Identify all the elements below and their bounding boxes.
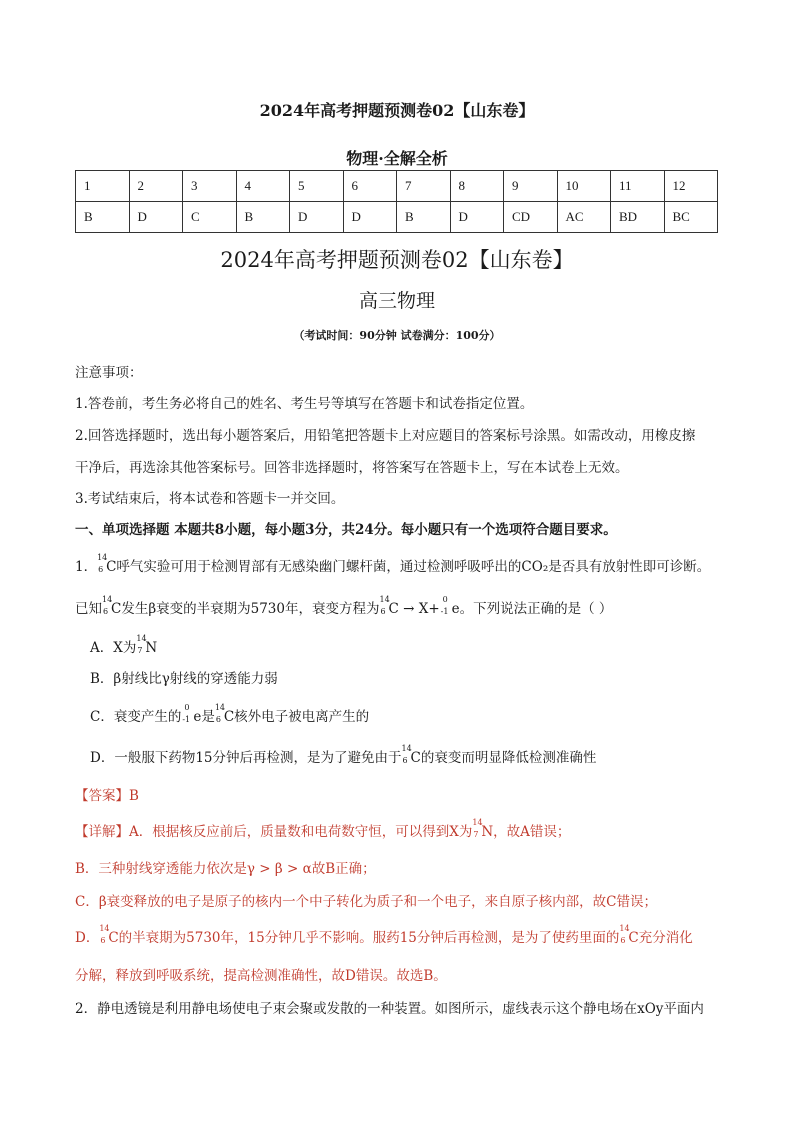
section-1-heading: 一、单项选择题 本题共8小题，每小题3分，共24分。每小题只有一个选项符合题目要求。 xyxy=(75,522,617,538)
header-title: 2024年高考押题预测卷02【山东卷】 xyxy=(259,101,535,120)
electron-nuclide: 0 -1 xyxy=(440,594,449,616)
note-1: 1.答卷前，考生务必将自己的姓名、考生号等填写在答题卡和试卷指定位置。 xyxy=(75,396,534,412)
answer-table-answer-cell: CD xyxy=(504,202,558,233)
q1-detail-c: C．β衰变释放的电子是原子的核内一个中子转化为质子和一个电子，来自原子核内部，故C错误； xyxy=(75,894,657,910)
header-subtitle: 物理·全解全析 xyxy=(346,149,448,168)
answer-table xyxy=(75,170,718,233)
carbon-14-nuclide: 14 6 xyxy=(99,923,110,945)
answer-table-number-cell: 8 xyxy=(450,171,504,202)
q1-option-b: B．β射线比γ射线的穿透能力弱 xyxy=(90,671,278,687)
answer-table-answer-cell: D xyxy=(129,202,183,233)
answer-table-answer-cell: D xyxy=(450,202,504,233)
note-2a: 2.回答选择题时，选出每小题答案后，用铅笔把答题卡上对应题目的答案标号涂黑。如需改动，用橡皮擦 xyxy=(75,428,696,444)
q2-stem-line-1: 2．静电透镜是利用静电场使电子束会聚或发散的一种装置。如图所示，虚线表示这个静电场在xOy平面内 xyxy=(75,1001,704,1017)
exam-info: （考试时间：90分钟 试卷满分：100分） xyxy=(293,329,501,342)
carbon-14-nuclide: 14 6 xyxy=(619,923,630,945)
carbon-14-nuclide: 14 6 xyxy=(102,594,113,616)
carbon-14-nuclide: 14 6 xyxy=(379,594,390,616)
answer-table-number-cell: 11 xyxy=(611,171,665,202)
answer-table-answer-cell: B xyxy=(236,202,290,233)
answer-table-number-cell: 5 xyxy=(290,171,344,202)
answer-table-number-cell: 12 xyxy=(664,171,718,202)
paper-subject: 高三物理 xyxy=(358,290,435,312)
paper-title: 2024年高考押题预测卷02【山东卷】 xyxy=(220,248,574,272)
q1-detail-d-line-2: 分解，释放到呼吸系统，提高检测准确性，故D错误。故选B。 xyxy=(75,968,447,984)
q1-detail-a: 【详解】A．根据核反应前后，质量数和电荷数守恒，可以得到X为 14 7 N，故A错误； xyxy=(75,817,571,840)
answer-table-answer-cell: B xyxy=(76,202,130,233)
carbon-14-nuclide: 14 6 xyxy=(214,702,226,724)
notes-heading: 注意事项： xyxy=(75,365,143,381)
answer-table-number-cell: 7 xyxy=(397,171,451,202)
q1-detail-d-line-1: D． 14 6 C的半衰期为5730年，15分钟几乎不影响。服药15分钟后再检测，是为了使药里面的 14 6 C充分消化 xyxy=(75,923,693,946)
answer-table-number-cell: 2 xyxy=(129,171,183,202)
nitrogen-14-nuclide: 14 7 xyxy=(136,633,147,655)
q1-option-a: A．X为 14 7 N xyxy=(90,633,158,656)
answer-table-answer-cell: C xyxy=(183,202,237,233)
answer-table-number-cell: 9 xyxy=(504,171,558,202)
answer-table-answer-cell: D xyxy=(343,202,397,233)
answer-table-answer-cell: BC xyxy=(664,202,718,233)
q1-option-d: D．一般服下药物15分钟后再检测，是为了避免由于 14 6 C的衰变而明显降低检测准确性 xyxy=(90,743,597,766)
answer-table-answer-cell: AC xyxy=(557,202,611,233)
q1-answer: 【答案】B xyxy=(75,788,139,804)
answer-table-number-cell: 3 xyxy=(183,171,237,202)
nitrogen-14-nuclide: 14 7 xyxy=(472,817,483,839)
q1-stem-line-1: 1． 14 6 C呼气实验可用于检测胃部有无感染幽门螺杆菌，通过检测呼吸呼出的CO₂是否具有放射性即可诊断。 xyxy=(75,552,711,575)
answer-table-number-row xyxy=(76,171,718,202)
answer-table-number-cell: 6 xyxy=(343,171,397,202)
electron-nuclide: 0 -1 xyxy=(182,702,191,724)
answer-table-answer-cell: B xyxy=(397,202,451,233)
answer-table-number-cell: 10 xyxy=(557,171,611,202)
note-2b: 干净后，再选涂其他答案标号。回答非选择题时，将答案写在答题卡上，写在本试卷上无效。 xyxy=(75,460,629,476)
q1-detail-b: B．三种射线穿透能力依次是γ > β > α故B正确； xyxy=(75,861,376,877)
carbon-14-nuclide: 14 6 xyxy=(401,743,412,765)
q1-stem-line-2: 已知 14 6 C发生β衰变的半衰期为5730年，衰变方程为 14 6 C → X+ 0 -1 e。下列说法正确的是（ ） xyxy=(75,594,613,617)
answer-table-answer-cell: BD xyxy=(611,202,665,233)
answer-table-answer-row xyxy=(76,202,718,233)
q1-option-c: C．衰变产生的 0 -1 e是 14 6 C核外电子被电离产生的 xyxy=(90,702,370,725)
answer-table-answer-cell: D xyxy=(290,202,344,233)
answer-table-number-cell: 1 xyxy=(76,171,130,202)
answer-table-number-cell: 4 xyxy=(236,171,290,202)
carbon-14-nuclide: 14 6 xyxy=(97,552,108,574)
note-3: 3.考试结束后，将本试卷和答题卡一并交回。 xyxy=(75,491,345,507)
